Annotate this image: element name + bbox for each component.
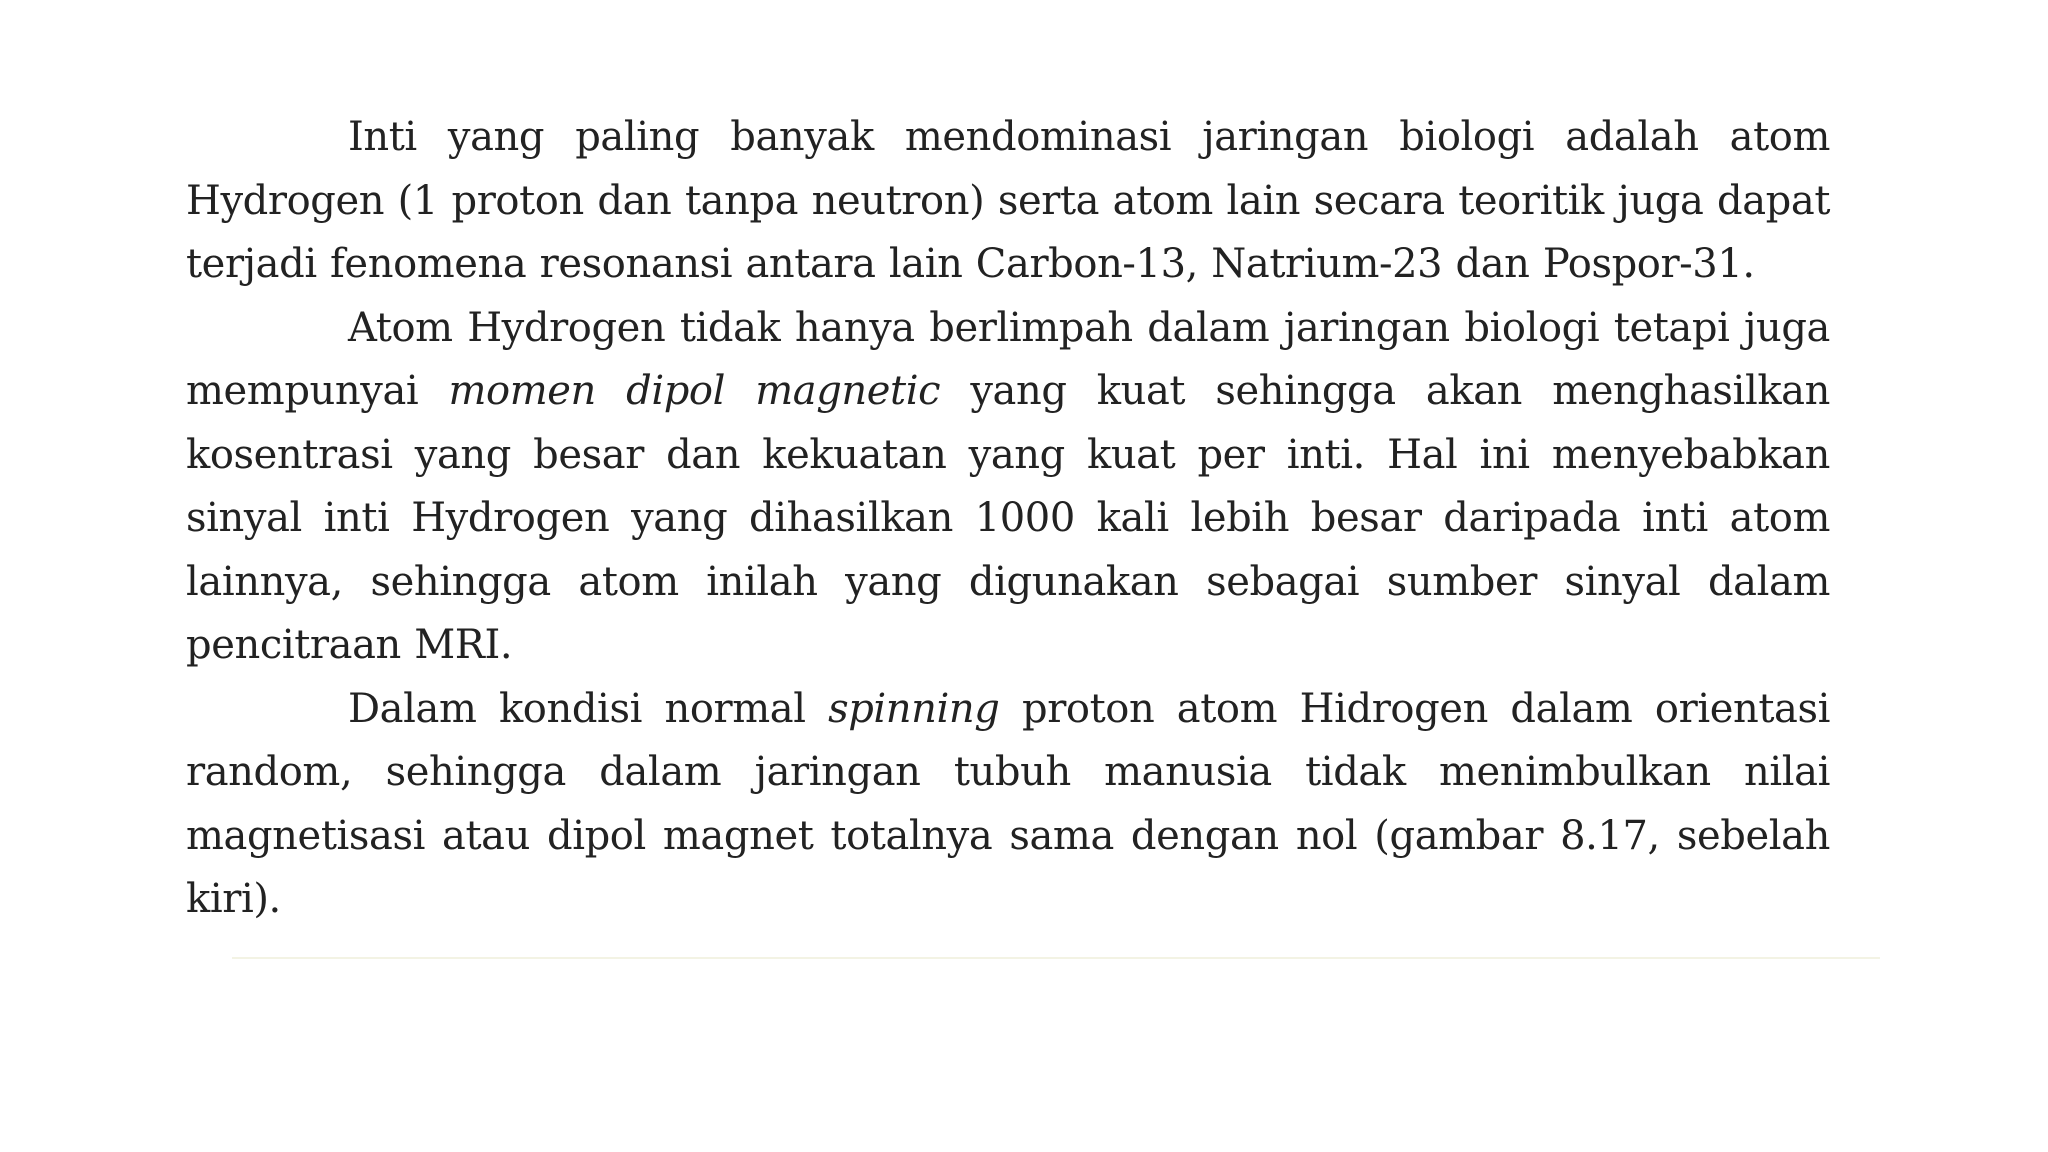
paragraph-2-italic-term: momen dipol magnetic — [448, 368, 941, 414]
paragraph-2-text-end: yang kuat sehingga akan menghasilkan kosentrasi yang besar dan kekuatan yang kuat per inti. Hal ini menyebabkan sinyal inti Hydrogen yang dihasilkan 1000 kali lebih besar daripada inti atom lainnya, sehingga atom inilah yang digunakan sebagai sumber sinyal dalam pencitraan MRI. — [186, 368, 1830, 668]
body-text — [186, 106, 1830, 932]
paragraph-2 — [186, 297, 1830, 678]
paragraph-3-text-start: Dalam kondisi normal — [348, 685, 829, 732]
paragraph-3-text-end: proton atom Hidrogen dalam orientasi random, sehingga dalam jaringan tubuh manusia tidak menimbulkan nilai magnetisasi atau dipol magnet totalnya sama dengan nol (gambar 8.17, sebelah kiri). — [186, 685, 1830, 922]
paragraph-1-text: Inti yang paling banyak mendominasi jaringan biologi adalah atom Hydrogen (1 proton dan tanpa neutron) serta atom lain secara teoritik juga dapat terjadi fenomena resonansi antara lain Carbon-13, Natrium-23 dan Pospor-31. — [186, 114, 1830, 287]
paragraph-1 — [186, 106, 1830, 297]
horizontal-rule — [232, 957, 1880, 959]
paragraph-3-italic-term: spinning — [828, 685, 1000, 732]
paragraph-2-text-start: Atom Hydrogen tidak hanya berlimpah dalam jaringan biologi tetapi juga mempunyai — [186, 304, 1830, 414]
paragraph-3 — [186, 678, 1830, 932]
